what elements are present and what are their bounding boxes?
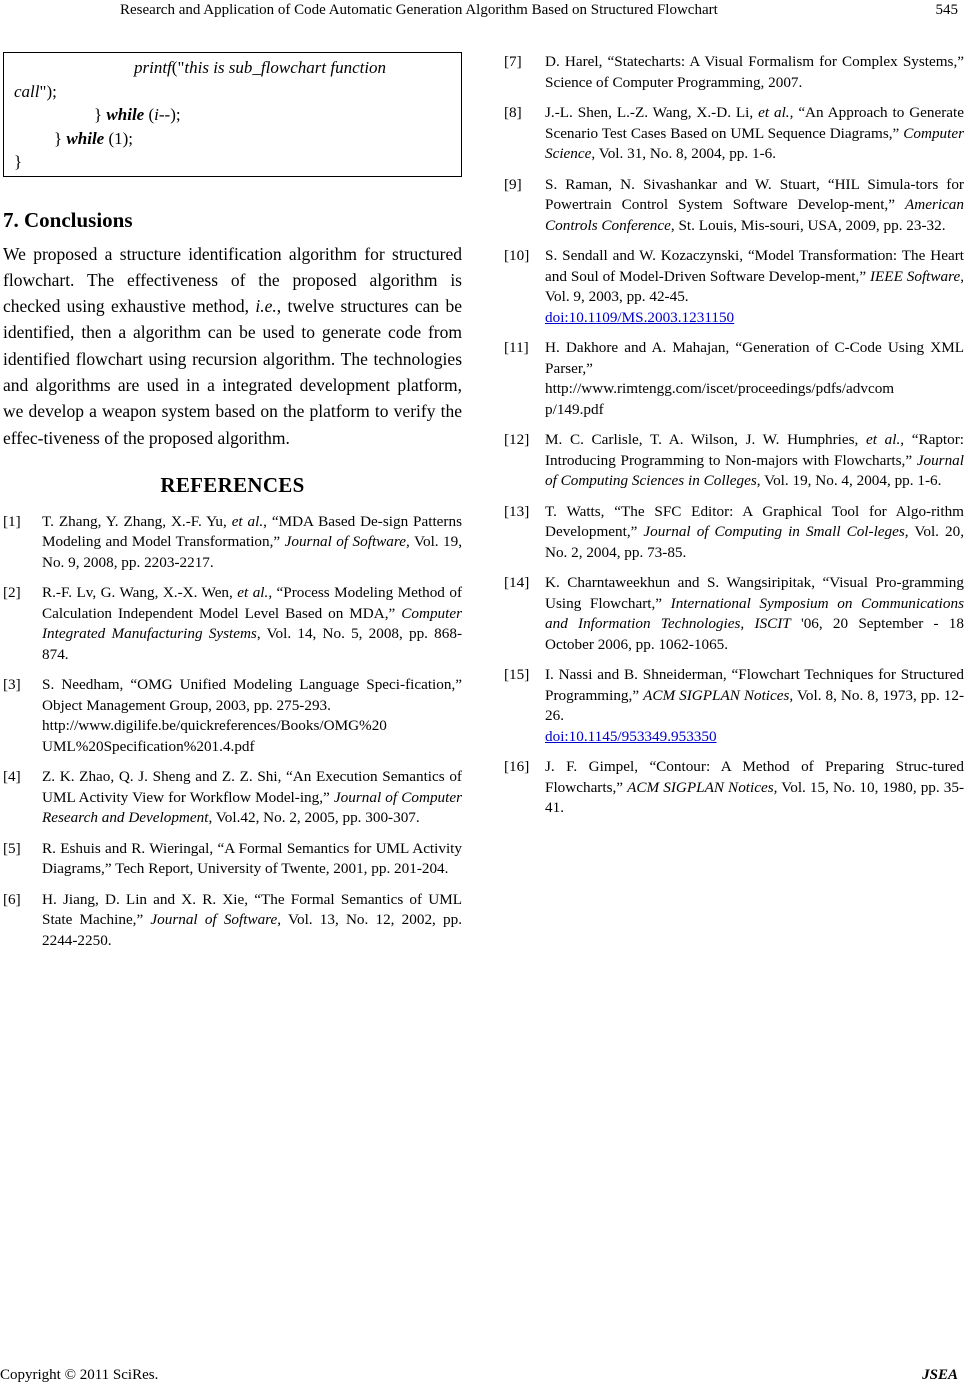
reference-text: '06, 20 September - 18 October 2006, pp. 1062-1065. bbox=[545, 615, 964, 653]
reference-text: H. Jiang, D. Lin and X. R. Xie, “The Formal Semantics of UML State Machine,” bbox=[42, 890, 462, 929]
reference-number: [6] bbox=[3, 890, 21, 908]
reference-text: , Vol. 9, 2003, pp. 42-45. bbox=[545, 267, 964, 305]
code-line bbox=[14, 103, 453, 127]
reference-journal: Journal of Software bbox=[284, 533, 406, 551]
reference-text: K. Charntaweekhun and S. Wangsiripitak, “Visual Pro-gramming Using Flowchart,” bbox=[545, 574, 964, 612]
page-footer bbox=[0, 1365, 966, 1385]
reference-journal: Journal of Computing in Small Col-leges bbox=[643, 523, 905, 540]
code-token: (" bbox=[171, 58, 185, 77]
reference-text: , “MDA Based De-sign Patterns Modeling and Model Transformation,” bbox=[42, 512, 462, 551]
url-text: UML%20Specification%201.4.pdf bbox=[42, 737, 255, 755]
reference-journal: Journal of Software bbox=[150, 911, 278, 929]
reference-text: I. Nassi and B. Shneiderman, “Flowchart Techniques for Structured Programming,” bbox=[545, 666, 964, 704]
reference-number: [10] bbox=[504, 247, 530, 264]
reference-url[interactable] bbox=[42, 716, 462, 757]
reference-text: et al. bbox=[758, 104, 790, 121]
paragraph-text: i.e. bbox=[255, 296, 277, 317]
reference-text: , “An Approach to Generate Scenario Test Cases Based on UML Sequence Diagrams,” bbox=[545, 104, 964, 142]
code-line bbox=[14, 150, 453, 174]
code-token: } bbox=[94, 105, 107, 124]
reference-journal: Computer Science bbox=[545, 124, 964, 162]
reference-text: Z. K. Zhao, Q. J. Sheng and Z. Z. Shi, “An Execution Semantics of UML Activity View for Workflow Model-ing,” bbox=[42, 768, 462, 806]
reference-number: [9] bbox=[504, 175, 522, 193]
code-token: ( bbox=[144, 105, 155, 124]
running-title: Research and Application of Code Automatic Generation Algorithm Based on Structured Flowchart bbox=[120, 2, 718, 18]
reference-text: D. Harel, “Statecharts: A Visual Formalism for Complex Systems,” Science of Computer Programming, 2007. bbox=[545, 53, 964, 91]
conclusions-paragraph bbox=[3, 241, 462, 451]
reference-item bbox=[504, 573, 964, 655]
reference-journal: ACM SIGPLAN Notices bbox=[643, 686, 790, 704]
references-heading: REFERENCES bbox=[160, 472, 305, 497]
reference-number: [12] bbox=[504, 431, 530, 448]
reference-number: [15] bbox=[504, 666, 530, 683]
code-keyword: while bbox=[106, 105, 145, 124]
reference-number: [3] bbox=[3, 676, 21, 694]
reference-item bbox=[3, 583, 462, 665]
code-token: this is sub_flowchart function bbox=[184, 58, 387, 77]
paragraph-text: We proposed a structure identification algorithm for structured flowchart. The effectiveness of the proposed algorithm is checked using exhaustive method, bbox=[3, 243, 462, 317]
code-token: (1); bbox=[104, 128, 134, 148]
reference-text: , Vol. 15, No. 10, 1980, pp. 35-41. bbox=[545, 778, 964, 816]
reference-text: S. Sendall and W. Kozaczynski, “Model Transformation: The Heart and Soul of Model-Driven Software Develop-ment,” bbox=[545, 247, 964, 285]
reference-text: , Vol. 19, No. 9, 2008, pp. 2203-2217. bbox=[42, 533, 463, 571]
reference-item bbox=[504, 502, 964, 564]
code-token: --); bbox=[158, 105, 181, 124]
right-column bbox=[504, 52, 964, 829]
reference-item bbox=[504, 246, 964, 328]
reference-item bbox=[504, 665, 964, 747]
reference-text: , bbox=[740, 615, 755, 632]
reference-text: T. Zhang, Y. Zhang, X.-F. Yu, bbox=[42, 512, 232, 530]
doi-link[interactable]: doi:10.1109/MS.2003.1231150 bbox=[545, 308, 735, 326]
reference-item bbox=[504, 103, 964, 165]
reference-text: et al. bbox=[866, 431, 901, 448]
reference-number: [16] bbox=[504, 758, 530, 775]
reference-text: , Vol. 19, No. 4, 2004, pp. 1-6. bbox=[756, 472, 942, 489]
reference-text: J.-L. Shen, L.-Z. Wang, X.-D. Li, bbox=[545, 104, 759, 121]
reference-item bbox=[504, 430, 964, 492]
reference-text: , Vol. 31, No. 8, 2004, pp. 1-6. bbox=[591, 145, 777, 162]
code-line bbox=[14, 80, 453, 104]
code-token: printf bbox=[134, 58, 172, 77]
reference-text: R.-F. Lv, G. Wang, X.-X. Wen, bbox=[42, 584, 238, 602]
url-text: http://www.digilife.be/quickreferences/Books/OMG%20 bbox=[42, 717, 387, 735]
section-heading: 7. Conclusions bbox=[3, 207, 133, 232]
reference-item bbox=[3, 839, 462, 880]
code-token: call bbox=[14, 81, 40, 101]
reference-text: , Vol. 8, No. 8, 1973, pp. 12-26. bbox=[545, 686, 965, 724]
reference-journal: ACM SIGPLAN Notices bbox=[627, 778, 774, 796]
reference-text: et al. bbox=[231, 512, 264, 530]
reference-text: S. Needham, “OMG Unified Modeling Language Speci-fication,” Object Management Group, 2003, pp. 275-293. bbox=[42, 676, 462, 714]
url-text: http://www.rimtengg.com/iscet/proceedings/pdfs/advcom bbox=[545, 380, 895, 397]
reference-number: [7] bbox=[504, 53, 522, 70]
reference-journal: IEEE Software bbox=[869, 267, 961, 285]
reference-number: [13] bbox=[504, 502, 530, 520]
reference-journal: American Controls Conference bbox=[545, 196, 964, 234]
running-head bbox=[0, 0, 966, 20]
paragraph-text: , twelve structures can be identified, then a algorithm can be used to generate code from identified flowchart using recursion algorithm. The technologies and algorithms are used in a integrated development platform, we develop a weapon system based on the platform to verify the effec-tiveness of the proposed algorithm. bbox=[3, 296, 462, 448]
reference-text: T. Watts, “The SFC Editor: A Graphical Tool for Algo-rithm Development,” bbox=[545, 502, 964, 540]
reference-text: , Vol. 13, No. 12, 2002, pp. 2244-2250. bbox=[42, 911, 463, 949]
reference-item bbox=[504, 52, 964, 93]
reference-number: [4] bbox=[3, 768, 21, 786]
reference-url[interactable] bbox=[545, 379, 964, 420]
code-token: } bbox=[14, 152, 23, 171]
code-keyword: while bbox=[66, 128, 105, 148]
reference-journal: Computer Integrated Manufacturing Systems bbox=[42, 604, 462, 643]
reference-item bbox=[504, 338, 964, 420]
reference-journal: Journal of Computer Research and Development bbox=[42, 788, 462, 827]
reference-text: R. Eshuis and R. Wieringal, “A Formal Semantics for UML Activity Diagrams,” Tech Report, University of Twente, 2001, pp. 201-204. bbox=[42, 839, 462, 878]
code-token: } bbox=[54, 128, 67, 148]
reference-text: , “Process Modeling Method of Calculation Independent Model Level Based on MDA,” bbox=[42, 584, 462, 622]
reference-text: J. F. Gimpel, “Contour: A Method of Preparing Struc-tured Flowcharts,” bbox=[545, 758, 964, 796]
doi-link[interactable]: doi:10.1145/953349.953350 bbox=[545, 727, 717, 745]
code-token: "); bbox=[39, 81, 57, 101]
reference-number: [8] bbox=[504, 104, 522, 121]
page-number: 545 bbox=[935, 2, 958, 18]
left-column bbox=[3, 52, 462, 961]
reference-text: M. C. Carlisle, T. A. Wilson, J. W. Humphries, bbox=[545, 431, 867, 448]
copyright-text: Copyright © 2011 SciRes. bbox=[0, 1367, 159, 1383]
code-line bbox=[14, 127, 453, 151]
reference-text: , St. Louis, Mis-souri, USA, 2009, pp. 23-32. bbox=[670, 216, 946, 234]
reference-text: S. Raman, N. Sivashankar and W. Stuart, “HIL Simula-tors for Powertrain Control System Software Develop-ment,” bbox=[545, 175, 964, 213]
reference-text: , Vol. 20, No. 2, 2004, pp. 73-85. bbox=[545, 523, 964, 561]
code-token: i bbox=[154, 105, 159, 124]
reference-item bbox=[504, 175, 964, 237]
url-text: p/149.pdf bbox=[545, 400, 604, 418]
reference-text: , Vol. 14, No. 5, 2008, pp. 868-874. bbox=[42, 625, 463, 663]
reference-journal: International Symposium on Communications and Information Technologies bbox=[545, 594, 964, 632]
reference-journal: Journal of Computing Sciences in Colleges bbox=[545, 451, 964, 489]
code-listing bbox=[3, 52, 462, 177]
reference-number: [2] bbox=[3, 584, 21, 602]
reference-text: , “Raptor: Introducing Programming to Non-majors with Flowcharts,” bbox=[545, 431, 964, 469]
reference-number: [1] bbox=[3, 512, 21, 530]
reference-item bbox=[3, 767, 462, 829]
reference-journal: ISCIT bbox=[754, 615, 791, 632]
journal-abbrev: JSEA bbox=[922, 1367, 958, 1383]
reference-item bbox=[3, 890, 462, 952]
reference-number: [5] bbox=[3, 839, 21, 857]
reference-item bbox=[3, 675, 462, 757]
reference-text: H. Dakhore and A. Mahajan, “Generation of C-Code Using XML Parser,” bbox=[545, 339, 964, 377]
reference-number: [14] bbox=[504, 574, 530, 591]
reference-text: et al. bbox=[237, 584, 269, 602]
reference-number: [11] bbox=[504, 339, 529, 356]
reference-item bbox=[504, 757, 964, 819]
code-line bbox=[14, 56, 453, 80]
reference-text: , Vol.42, No. 2, 2005, pp. 300-307. bbox=[208, 809, 420, 827]
reference-item bbox=[3, 512, 462, 574]
